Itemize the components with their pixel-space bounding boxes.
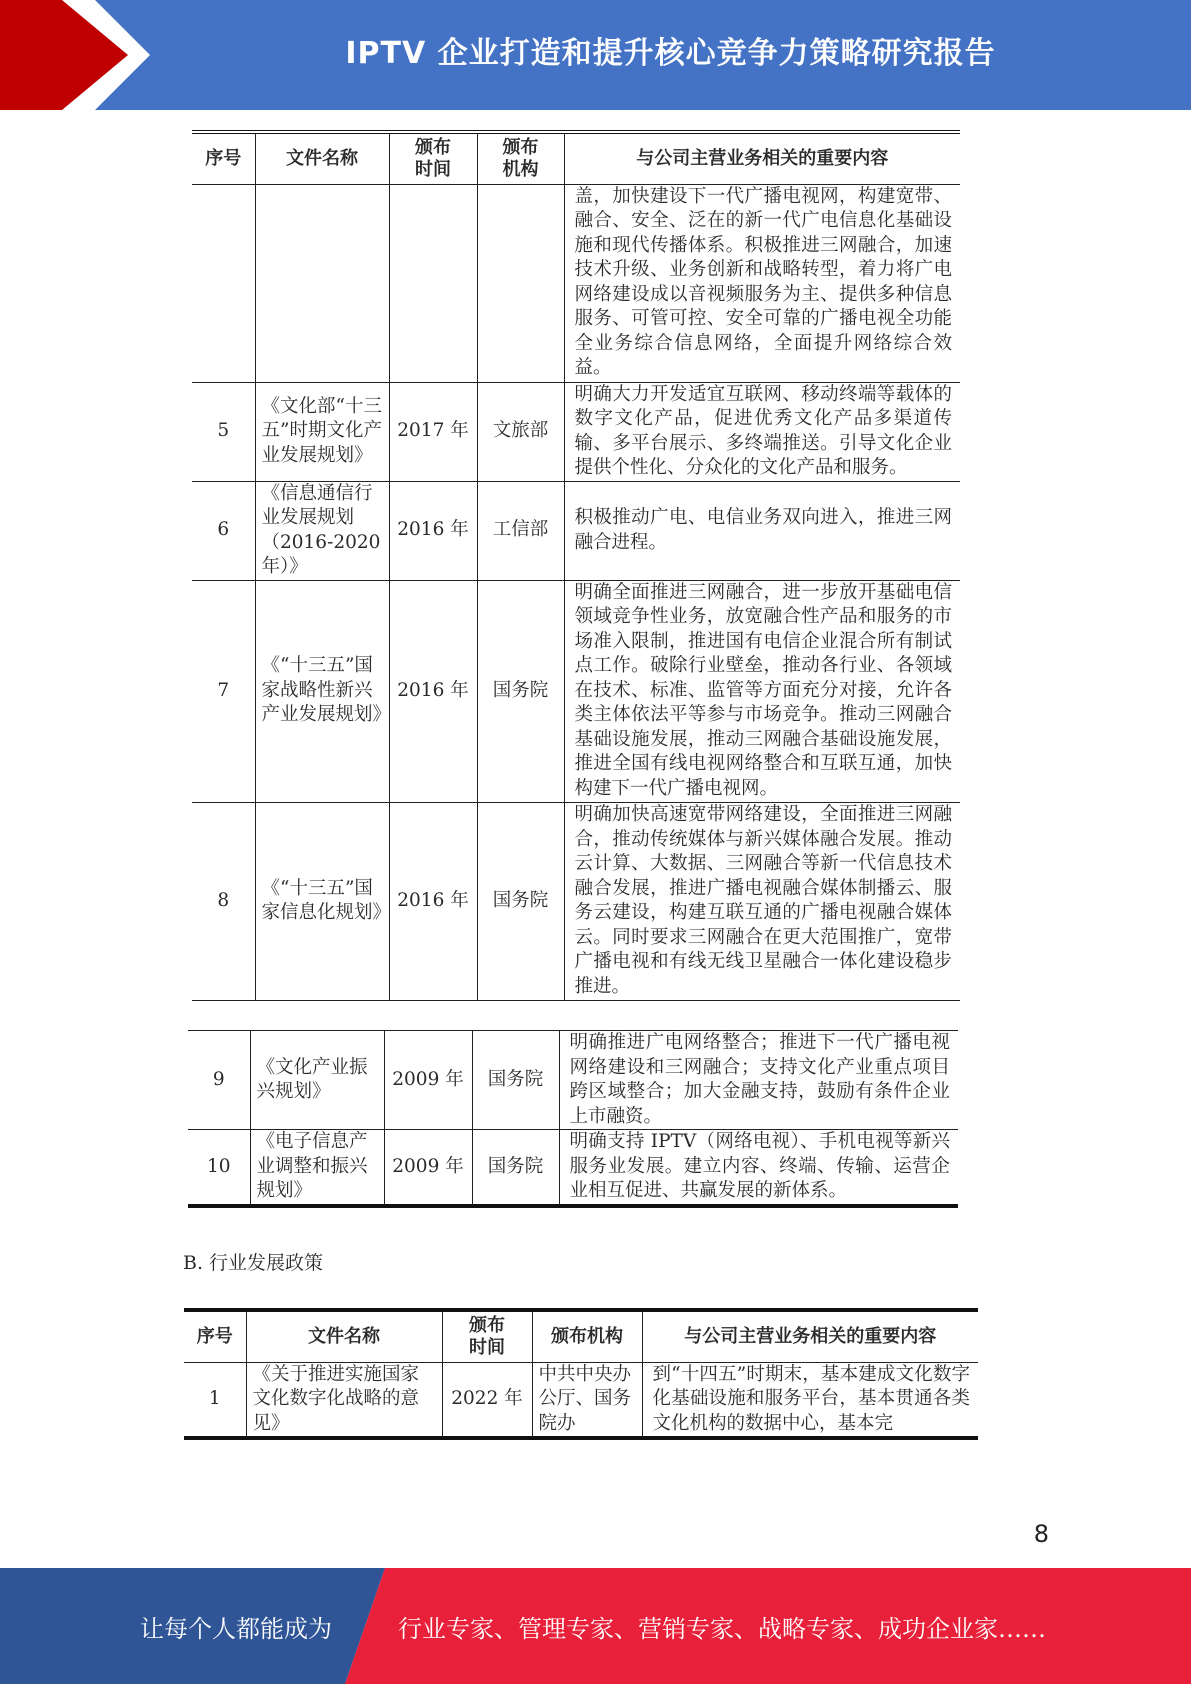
- row-time: 2016 年: [389, 580, 477, 802]
- row-content: 明确支持 IPTV（网络电视）、手机电视等新兴服务业发展。建立内容、终端、传输、运营企业相互促进、共赢发展的新体系。: [559, 1130, 958, 1206]
- table-row: [192, 802, 960, 1000]
- row-org: 国务院: [472, 1130, 559, 1206]
- row-content: 明确大力开发适宜互联网、移动终端等载体的数字文化产品，促进优秀文化产品多渠道传输、多平台展示、多终端推送。引导文化企业提供个性化、分众化的文化产品和服务。: [564, 382, 960, 481]
- row-no: 9: [188, 1031, 250, 1130]
- row-name: 《电子信息产业调整和振兴规划》: [250, 1130, 384, 1206]
- industry-policy-table: [184, 1308, 978, 1440]
- row-name: 《文化产业振兴规划》: [250, 1031, 384, 1130]
- table-row: [184, 1362, 978, 1438]
- row-org: 文旅部: [477, 382, 564, 481]
- header-name: 文件名称: [255, 132, 389, 184]
- page-footer: [0, 1568, 1191, 1684]
- row-no: 6: [192, 481, 255, 580]
- table-row: [192, 184, 960, 382]
- row-org: 国务院: [472, 1031, 559, 1130]
- page-header: [0, 0, 1191, 110]
- row-org: 工信部: [477, 481, 564, 580]
- row-time: 2017 年: [389, 382, 477, 481]
- row-name: 《“十三五”国家战略性新兴产业发展规划》: [255, 580, 389, 802]
- report-title: IPTV 企业打造和提升核心竞争力策略研究报告: [345, 36, 996, 71]
- row-time: 2009 年: [384, 1031, 472, 1130]
- row-org: 国务院: [477, 802, 564, 1000]
- row-no: 10: [188, 1130, 250, 1206]
- table-row: [192, 481, 960, 580]
- table-header-row: [184, 1310, 978, 1362]
- row-time: 2022 年: [442, 1362, 532, 1438]
- row-time: [389, 184, 477, 382]
- row-name: 《文化部“十三五”时期文化产业发展规划》: [255, 382, 389, 481]
- header-time: 颁布 时间: [389, 132, 477, 184]
- row-content: 明确全面推进三网融合，进一步放开基础电信领域竞争性业务，放宽融合性产品和服务的市场准入限制，推进国有电信企业混合所有制试点工作。破除行业壁垒，推动各行业、各领域在技术、标准、监管等方面充分对接，允许各类主体依法平等参与市场竞争。推动三网融合基础设施发展，推动三网融合基础设施发展，推进全国有线电视网络整合和互联互通，加快构建下一代广播电视网。: [564, 580, 960, 802]
- header-org: 颁布 机构: [477, 132, 564, 184]
- row-content: 到“十四五”时期末，基本建成文化数字化基础设施和服务平台，基本贯通各类文化机构的数据中心，基本完: [642, 1362, 978, 1438]
- footer-slogan-right: 行业专家、管理专家、营销专家、战略专家、成功企业家……: [398, 1614, 1046, 1643]
- policy-table-continued: [192, 130, 960, 1001]
- header-no: 序号: [192, 132, 255, 184]
- table-row: [188, 1031, 958, 1130]
- row-org: [477, 184, 564, 382]
- row-org: 中共中央办公厅、国务院办: [532, 1362, 642, 1438]
- row-content: 明确加快高速宽带网络建设，全面推进三网融合，推动传统媒体与新兴媒体融合发展。推动云计算、大数据、三网融合等新一代信息技术融合发展，推进广播电视融合媒体制播云、服务云建设，构建互联互通的广播电视融合媒体云。同时要求三网融合在更大范围推广，宽带广播电视和有线无线卫星融合一体化建设稳步推进。: [564, 802, 960, 1000]
- header-time: 颁布 时间: [442, 1310, 532, 1362]
- row-no: 1: [184, 1362, 246, 1438]
- row-org: 国务院: [477, 580, 564, 802]
- section-b-heading: B. 行业发展政策: [183, 1252, 324, 1274]
- header-content: 与公司主营业务相关的重要内容: [642, 1310, 978, 1362]
- row-name: 《“十三五”国家信息化规划》: [255, 802, 389, 1000]
- row-content: 积极推动广电、电信业务双向进入，推进三网融合进程。: [564, 481, 960, 580]
- table-row: [192, 382, 960, 481]
- row-time: 2016 年: [389, 802, 477, 1000]
- header-org: 颁布机构: [532, 1310, 642, 1362]
- row-no: 7: [192, 580, 255, 802]
- row-name: [255, 184, 389, 382]
- row-content: 明确推进广电网络整合；推进下一代广播电视网络建设和三网融合；支持文化产业重点项目跨区域整合；加大金融支持，鼓励有条件企业上市融资。: [559, 1031, 958, 1130]
- row-name: 《信息通信行业发展规划（2016-2020年）》: [255, 481, 389, 580]
- table-row: [192, 580, 960, 802]
- header-no: 序号: [184, 1310, 246, 1362]
- row-time: 2016 年: [389, 481, 477, 580]
- table-row: [188, 1130, 958, 1206]
- table-header-row: [192, 132, 960, 184]
- header-content: 与公司主营业务相关的重要内容: [564, 132, 960, 184]
- row-time: 2009 年: [384, 1130, 472, 1206]
- row-no: [192, 184, 255, 382]
- row-content: 盖，加快建设下一代广播电视网，构建宽带、融合、安全、泛在的新一代广电信息化基础设施和现代传播体系。积极推进三网融合，加速技术升级、业务创新和战略转型，着力将广电网络建设成以音视频服务为主、提供多种信息服务、可管可控、安全可靠的广播电视全功能全业务综合信息网络，全面提升网络综合效益。: [564, 184, 960, 382]
- footer-slogan-left: 让每个人都能成为: [140, 1614, 332, 1643]
- header-name: 文件名称: [246, 1310, 442, 1362]
- row-name: 《关于推进实施国家文化数字化战略的意见》: [246, 1362, 442, 1438]
- page-number: 8: [1033, 1520, 1049, 1548]
- row-no: 8: [192, 802, 255, 1000]
- row-no: 5: [192, 382, 255, 481]
- policy-table-part2: [188, 1030, 958, 1208]
